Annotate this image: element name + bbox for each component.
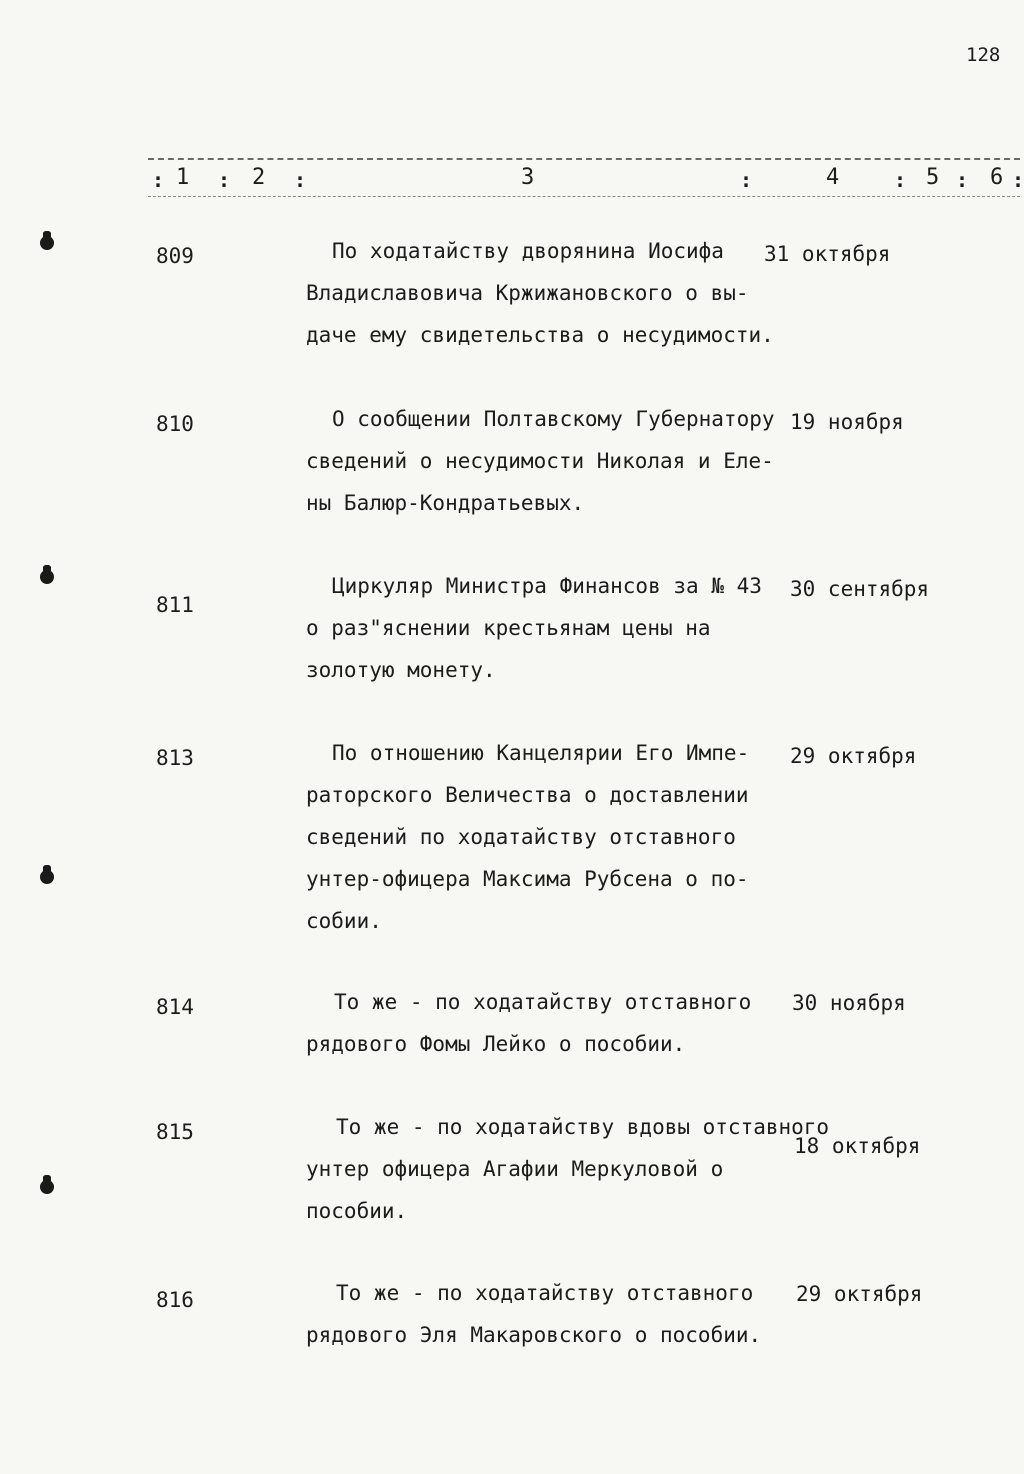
page-number: 128 xyxy=(966,44,1001,66)
column-separator: : xyxy=(740,168,753,192)
entry-text-line: рядового Эля Макаровского о пособии. xyxy=(306,1323,762,1347)
entry-text-line: По отношению Канцелярии Его Импе- xyxy=(332,741,750,765)
entry-text-line: Владиславовича Кржижановского о вы- xyxy=(306,281,749,305)
column-header-6: 6 xyxy=(990,165,1004,190)
entry-text-line: раторского Величества о доставлении xyxy=(306,783,749,807)
entry-date: 19 ноября xyxy=(790,410,904,434)
entry-text-line: пособии. xyxy=(306,1199,408,1223)
entry-text-line: собии. xyxy=(306,909,382,933)
entry-text-line: унтер офицера Агафии Меркуловой о xyxy=(306,1157,724,1181)
entry-text-line: сведений по ходатайству отставного xyxy=(306,825,736,849)
entry-number: 810 xyxy=(156,412,194,436)
entry-description xyxy=(306,230,786,356)
header-rule-top xyxy=(148,158,1020,160)
entry-number: 815 xyxy=(156,1120,194,1144)
entry-text-line: То же - по ходатайству отставного xyxy=(336,1281,754,1305)
entry-date: 18 октября xyxy=(794,1134,921,1158)
entry-description xyxy=(306,1272,786,1356)
entry-date: 29 октября xyxy=(790,744,917,768)
punch-hole-icon xyxy=(40,1180,54,1194)
column-header-2: 2 xyxy=(252,165,266,190)
entry-description xyxy=(306,732,786,942)
entry-text-line: Циркуляр Министра Финансов за № 43 xyxy=(332,574,762,598)
entry-description xyxy=(306,1106,830,1232)
entry-number: 811 xyxy=(156,593,194,617)
entry-text-line: То же - по ходатайству вдовы отставного xyxy=(336,1115,830,1139)
punch-hole-icon xyxy=(40,570,54,584)
punch-hole-icon xyxy=(40,870,54,884)
entry-number: 816 xyxy=(156,1288,194,1312)
entry-description xyxy=(306,565,786,691)
column-header-1: 1 xyxy=(176,165,190,190)
entry-text-line: О сообщении Полтавскому Губернатору xyxy=(332,407,775,431)
entry-number: 809 xyxy=(156,244,194,268)
entry-text-line: То же - по ходатайству отставного xyxy=(334,990,752,1014)
entry-date: 30 ноября xyxy=(792,991,906,1015)
column-separator: : xyxy=(218,168,231,192)
entry-date: 30 сентября xyxy=(790,577,930,601)
entry-text-line: рядового Фомы Лейко о пособии. xyxy=(306,1032,686,1056)
entry-text-line: сведений о несудимости Николая и Еле- xyxy=(306,449,774,473)
column-header-4: 4 xyxy=(826,165,840,190)
column-separator: : xyxy=(1012,168,1024,192)
column-separator: : xyxy=(152,168,165,192)
entry-date: 29 октября xyxy=(796,1282,923,1306)
entry-date: 31 октября xyxy=(764,242,891,266)
column-separator: : xyxy=(894,168,907,192)
column-header-5: 5 xyxy=(926,165,940,190)
column-separator: : xyxy=(956,168,969,192)
header-rule-bottom xyxy=(148,196,1020,197)
column-separator: : xyxy=(294,168,307,192)
entry-number: 813 xyxy=(156,746,194,770)
entry-text-line: По ходатайству дворянина Иосифа xyxy=(332,239,724,263)
entry-text-line: унтер-офицера Максима Рубсена о по- xyxy=(306,867,749,891)
entry-number: 814 xyxy=(156,995,194,1019)
punch-hole-icon xyxy=(40,236,54,250)
entry-description xyxy=(306,981,786,1065)
column-header-3: 3 xyxy=(521,165,535,190)
entry-description xyxy=(306,398,786,524)
entry-text-line: золотую монету. xyxy=(306,658,496,682)
entry-text-line: даче ему свидетельства о несудимости. xyxy=(306,323,774,347)
entry-text-line: о раз"яснении крестьянам цены на xyxy=(306,616,711,640)
entry-text-line: ны Балюр-Кондратьевых. xyxy=(306,491,585,515)
